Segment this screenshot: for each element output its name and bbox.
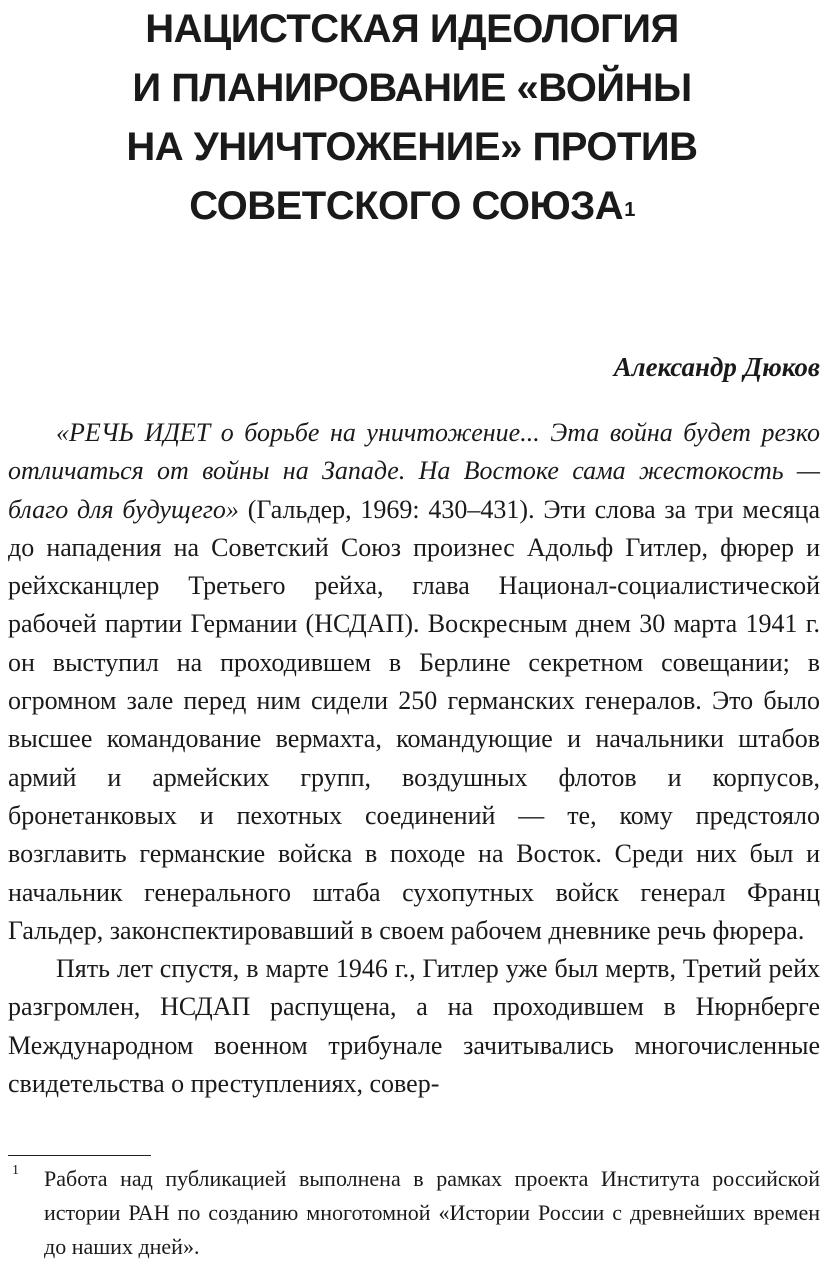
title-footnote-ref: 1 bbox=[624, 199, 635, 221]
hitler-quote: «РЕЧЬ ИДЕТ о борьбе на уничтожение... Эта война будет резко отличаться от войны на Западе. На Востоке сама жестокость — благо для будущего» bbox=[8, 418, 820, 524]
title-line: И ПЛАНИРОВАНИЕ «ВОЙНЫ bbox=[132, 66, 692, 110]
footnote-separator bbox=[8, 1155, 151, 1156]
title-line-text: СОВЕТСКОГО СОЮЗА bbox=[189, 184, 624, 228]
title-line: НАЦИСТСКАЯ ИДЕОЛОГИЯ bbox=[145, 7, 679, 51]
footnote-text: Работа над публикацией выполнена в рамках проекта Института российской истории РАН по созданию многотомной «Истории России с древнейших времен до наших дней». bbox=[44, 1166, 820, 1259]
title-line: НА УНИЧТОЖЕНИЕ» ПРОТИВ bbox=[126, 125, 698, 169]
author-name: Александр Дюков bbox=[613, 352, 820, 382]
footnote-number: 1 bbox=[12, 1163, 19, 1178]
chapter-title bbox=[40, 0, 784, 236]
paragraph-2: Пять лет спустя, в марте 1946 г., Гитлер уже был мертв, Третий рейх разгромлен, НСДАП распущена, а на проходившем в Нюрнберге Международном военном трибунале зачитывались многочисленные свидетельства о преступлениях, совер- bbox=[8, 954, 820, 1099]
paragraph-1-text: (Гальдер, 1969: 430–431). Эти слова за три месяца до нападения на Советский Союз произнес Адольф Гитлер, фюрер и рейхсканцлер Третьего рейха, глава Национал-социалистической рабочей партии Германии (НСДАП). Воскресным днем 30 марта 1941 г. он выступил на проходившем в Берлине секретном совещании; в огромном зале перед ним сидели 250 германских генералов. Это было высшее командование вермахта, командующие и начальники штабов армий и армейских групп, воздушных флотов и корпусов, бронетанковых и пехотных соединений — те, кому предстояло возглавить германские войска в походе на Восток. Среди них был и начальник генерального штаба сухопутных войск генерал Франц Гальдер, законспектировавший в своем рабочем дневнике речь фюрера. bbox=[8, 494, 820, 945]
paragraph-1 bbox=[8, 414, 820, 950]
title-line-last bbox=[40, 177, 784, 236]
body-text bbox=[8, 414, 820, 1103]
footnote bbox=[8, 1162, 820, 1264]
